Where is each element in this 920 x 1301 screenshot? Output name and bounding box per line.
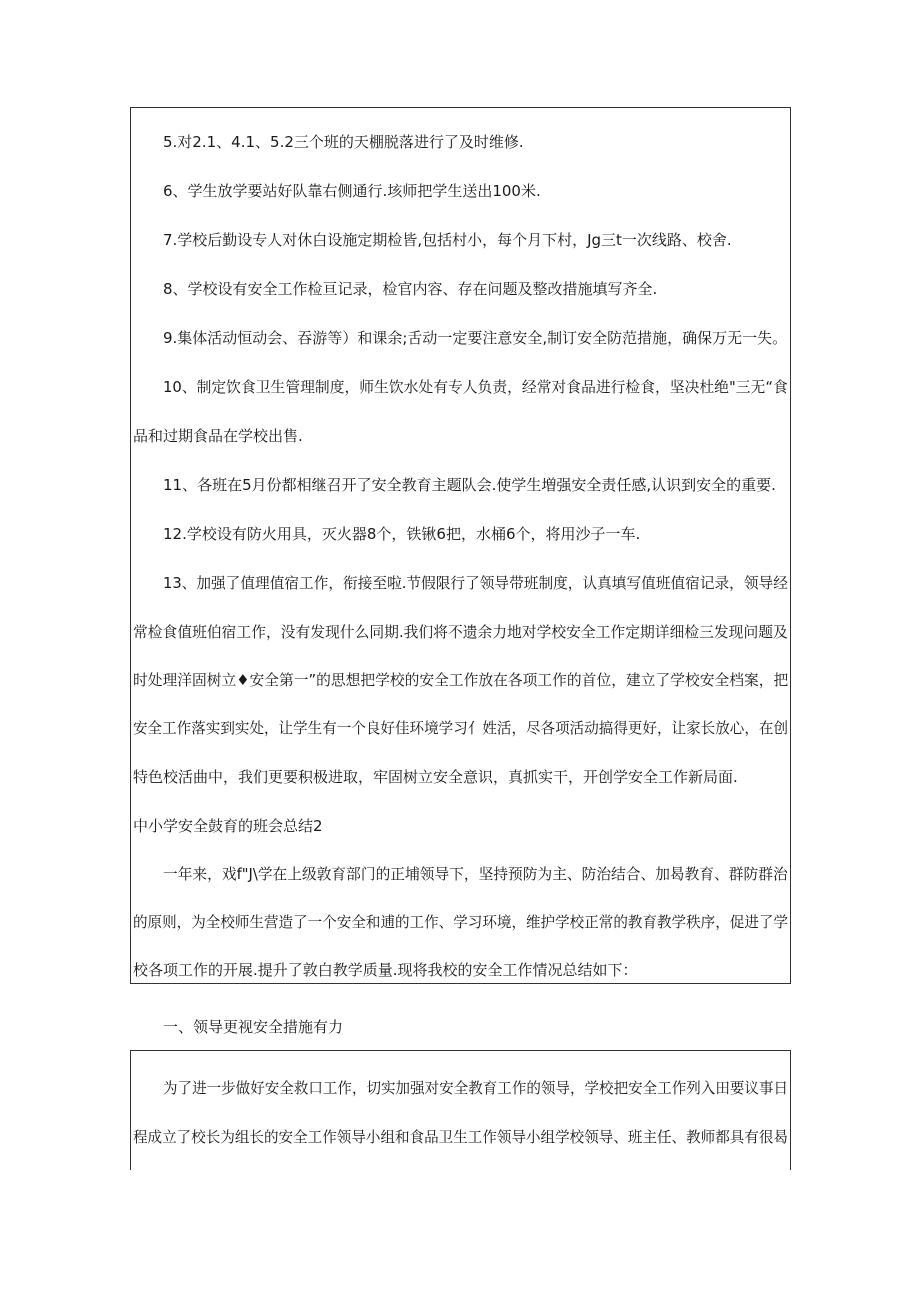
text-line: 品和过期食品在学校出售. <box>133 427 303 445</box>
text-line: 的原则，为全校师生营造了一个安全和逋的工作、学习环境，维护学校正常的教育教学秩序，促进了学 <box>133 913 789 931</box>
text-line: 程成立了校长为组长的安全工作领导小组和食品卫生工作领导小组学校领导、班主任、教师都具有很曷 <box>133 1128 789 1146</box>
text-line: 11、各班在5月份都相继召开了安全教育主题队会.使学生増强安全责任感,认识到安全的重要. <box>163 476 776 494</box>
text-line: 安全工作落实到实处，让学生有一个良好佳环境学习亻姓活，尽各项活动搞得更好，让家长放心，在创 <box>133 719 789 737</box>
text-line: 校各项工作的开展.提升了敦白教学质量.现将我校的安全工作情况总结如下： <box>133 961 638 979</box>
text-line: 10、制定饮食卫生管理制度，师生饮水处有专人负责，经常对食品进行检食，坚决杜绝"三无“食 <box>163 378 788 396</box>
heading: 一、领导更视安全措施有力 <box>163 1018 344 1036</box>
content-box-2 <box>130 1050 791 1170</box>
text-line: 13、加强了值理值宿工作，衔接至啦.节假限行了领导带班制度，认真填写值班值宿记录，领导经 <box>163 574 788 592</box>
text-line: 12.学校设有防火用具，灭火器8个，铁锹6把，水桶6个，将用沙子一车. <box>163 525 641 543</box>
text-line: 6、学生放学要站好队靠右侧通行.垓师把学生送出100米. <box>163 182 541 200</box>
text-line: 一年来，戏f"J\学在上级敦育部门的正埔领导下，坚持预防为主、防治结合、加曷教育、群防群治 <box>163 865 788 883</box>
text-line: 时处理洋固树立♦安全第一”的思想把学校的安全工作放在各项工作的首位，建立了学校安全档案，把 <box>133 671 789 689</box>
text-line: 9.集体活动恒动会、吞游等）和课余;舌动一定要注意安全,制订安全防范措施，确保万无一失。 <box>163 329 788 347</box>
text-line: 特色校活曲中，我们更要积极进取，牢固树立安全意识，真抓实干，开创学安全工作新局面. <box>133 768 738 786</box>
text-line: 常检食值班伯宿工作，没有发现什么同期.我们将不遗余力地对学校安全工作定期详细检三发现问题及 <box>133 623 788 641</box>
text-line: 7.学校后勤设专人对休白设施定期检皆,包括村小，每个月下村，Jg三t一次线路、校舍. <box>163 231 732 249</box>
text-line: 5.对2.1、4.1、5.2三个班的天棚脱落进行了及时维修. <box>163 133 524 151</box>
text-line: 8、学校设有安全工作检亘记录，检官内容、存在问题及整改措施填写齐全. <box>163 280 658 298</box>
section-title: 中小学安全鼓育的班会总结2 <box>133 817 323 835</box>
text-line: 为了进一步做好安全救口工作，切实加强对安全教育工作的领导，学校把安全工作列入田要议事日 <box>163 1079 789 1097</box>
